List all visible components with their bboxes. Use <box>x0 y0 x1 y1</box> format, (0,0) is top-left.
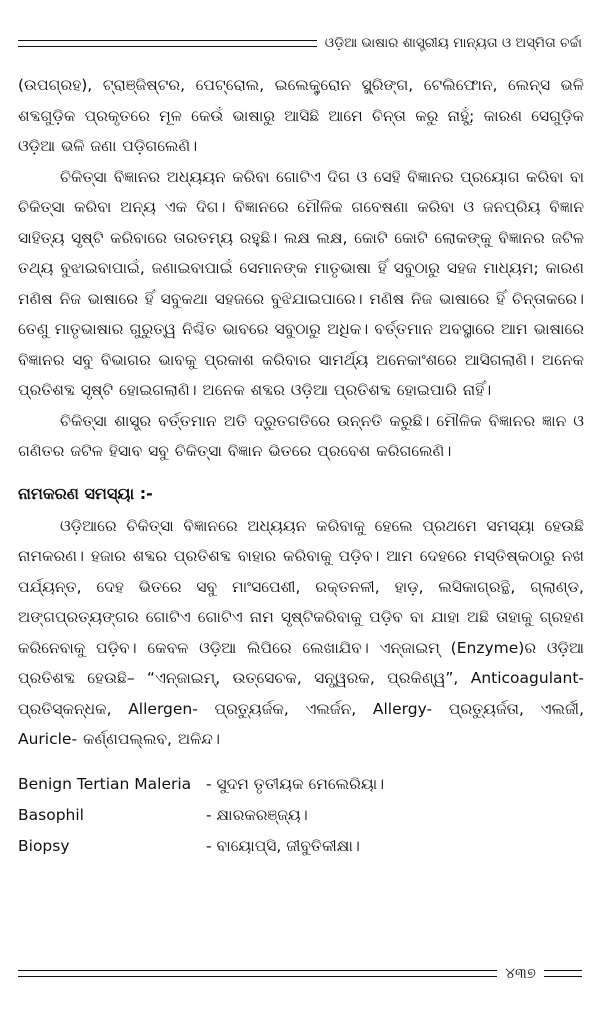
running-header <box>18 30 582 56</box>
footer-rule-short <box>544 970 582 977</box>
glossary-row <box>18 831 584 862</box>
footer-rule <box>18 970 497 977</box>
header-rule <box>18 40 317 47</box>
paragraph-2: ଚିକିତ୍ସା ବିଜ୍ଞାନର ଅଧ୍ୟୟନ କରିବା ଗୋଟିଏ ଦିଗ ଓ ସେହି ବିଜ୍ଞାନର ପ୍ରୟୋଗ କରିବା ବା ଚିକିତ୍ସା କରିବା ଅନ୍ୟ ଏକ ଦିଗ। ବିଜ୍ଞାନରେ ମୌଳିକ ଗବେଷଣା କରିବା ଓ ଜନପ୍ରିୟ ବିଜ୍ଞାନ ସାହିତ୍ୟ ସୃଷ୍ଟି କରିବାରେ ତାରତମ୍ୟ ରହୁଛି। ଲକ୍ଷ ଲକ୍ଷ, କୋଟି କୋଟି ଲୋକଙ୍କୁ ବିଜ୍ଞାନର ଜଟିଳ ତଥ୍ୟ ବୁଝାଇବାପାଇଁ, ଜଣାଇବାପାଇଁ ସେମାନଙ୍କ ମାତୃଭାଷା ହିଁ ସବୁଠାରୁ ସହଜ ମାଧ୍ୟମ; କାରଣ ମଣିଷ ନିଜ ଭାଷାରେ ହିଁ ସବୁକଥା ସହଜରେ ବୁଝିଯାଇପାରେ। ମଣିଷ ନିଜ ଭାଷାରେ ହିଁ ଚିନ୍ତାକରେ। ତେଣୁ ମାତୃଭାଷାର ଗୁରୁତ୍ୱ ନିଶ୍ଚିତ ଭାବରେ ସବୁଠାରୁ ଅଧିକ। ବର୍ତ୍ତମାନ ଅବସ୍ଥାରେ ଆମ ଭାଷାରେ ବିଜ୍ଞାନର ସବୁ ବିଭାଗର ଭାବକୁ ପ୍ରକାଶ କରିବାର ସାମର୍ଥ୍ୟ ଅନେକାଂଶରେ ଆସିଗଲାଣି। ଅନେକ ପ୍ରତିଶବ୍ଦ ସୃଷ୍ଟି ହୋଇଗଲାଣି। ଅନେକ ଶବ୍ଦର ଓଡ଼ିଆ ପ୍ରତିଶବ୍ଦ ହୋଇପାରି ନାହିଁ। <box>18 167 584 399</box>
header-title: ଓଡ଼ିଆ ଭାଷାର ଶାସ୍ତ୍ରୀୟ ମାନ୍ୟତା ଓ ଅସ୍ମିତା ଚର୍ଚ୍ଚା <box>324 35 582 51</box>
glossary-list <box>18 769 584 862</box>
glossary-definition: - ବାୟୋପ୍ସି, ଜୀବୁତିକୀକ୍ଷା। <box>206 836 360 855</box>
running-footer <box>18 960 582 986</box>
paragraph-3: ଚିକିତ୍ସା ଶାସ୍ତ୍ର ବର୍ତ୍ତମାନ ଅତି ଦ୍ରୁତଗତିରେ ଉନ୍ନତି କରୁଛି। ମୌଳିକ ବିଜ୍ଞାନର ଜ୍ଞାନ ଓ ଗଣିତର ଜଟିଳ ହିସାବ ସବୁ ଚିକିତ୍ସା ବିଜ୍ଞାନ ଭିତରେ ପ୍ରବେଶ କରିଗଲେଣି। <box>18 411 584 460</box>
glossary-row <box>18 800 584 831</box>
glossary-definition: - କ୍ଷାରକରଞ୍ଜ୍ୟ। <box>206 805 308 824</box>
section-heading: ନାମକରଣ ସମସ୍ୟା :- <box>18 483 153 503</box>
page-number: ୪୩୭ <box>505 964 536 982</box>
glossary-term: Basophil <box>18 805 84 824</box>
glossary-definition: - ସୁଦମ ତୃତୀୟକ ମେଲେରିୟା। <box>206 774 385 793</box>
body-text <box>18 70 584 862</box>
glossary-term: Benign Tertian Maleria <box>18 774 192 793</box>
glossary-term: Biopsy <box>18 836 70 855</box>
section-paragraph: ଓଡ଼ିଆରେ ଚିକିତ୍ସା ବିଜ୍ଞାନରେ ଅଧ୍ୟୟନ କରିବାକୁ ହେଲେ ପ୍ରଥମେ ସମସ୍ୟା ହେଉଛି ନାମକରଣ। ହଜାର ଶବ୍ଦର ପ୍ରତିଶବ୍ଦ ବାହାର କରିବାକୁ ପଡ଼ିବ। ଆମ ଦେହରେ ମସ୍ତିଷ୍କଠାରୁ ନଖ ପର୍ଯ୍ୟନ୍ତ, ଦେହ ଭିତରେ ସବୁ ମାଂସପେଶୀ, ରକ୍ତନଳୀ, ହାଡ଼, ଲସିକାଗ୍ରନ୍ଥି, ଗ୍ଲାଣ୍ଡ, ଅଙ୍ଗପ୍ରତ୍ୟଙ୍ଗର ଗୋଟିଏ ଗୋଟିଏ ନାମ ସୃଷ୍ଟିକରିବାକୁ ପଡ଼ିବ ବା ଯାହା ଅଛି ତାହାକୁ ଗ୍ରହଣ କରିନେବାକୁ ପଡ଼ିବ। କେବଳ ଓଡ଼ିଆ ଲିପିରେ ଲେଖାଯିବ। ଏନ୍‌ଜାଇମ୍ (Enzyme)ର ଓଡ଼ିଆ ପ୍ରତିଶବ୍ଦ ହେଉଛି– “ଏନ୍‌ଜାଇମ୍, ଉତ୍ସେଚକ, ସନ୍ଧ୍ୱରକ, ପ୍ରକିଣ୍ୱ”, Anticoagulant- ପ୍ରତିସ୍କନ୍ଧକ, Allergen- ପ୍ରତ୍ୟୁର୍ଜକ, ଏଲର୍ଜନ, Allergy- ପ୍ରତ୍ୟୁର୍ଜତା, ଏଲର୍ଜୀ, Auricle- କର୍ଣ୍ଣପଲ୍ଲବ, ଅଳିନ୍ଦ। <box>18 516 584 748</box>
glossary-row <box>18 769 584 800</box>
paragraph-1: (ଉପଗ୍ରହ), ଟ୍ରାଞ୍ଜିଷ୍ଟର, ପେଟ୍ରୋଲ, ଇଲେକ୍ଟ୍ରୋନ ସ୍କ୍ରିଙ୍ଗ, ଟେଲିଫୋନ, ଲେନ୍ସ ଭଳି ଶବ୍ଦଗୁଡ଼ିକ ପ୍ରକୃତରେ ମୂଳ କେଉଁ ଭାଷାରୁ ଆସିଛି ଆମେ ଚିନ୍ତା କରୁ ନାହୁଁ; କାରଣ ସେଗୁଡ଼ିକ ଓଡ଼ିଆ ଭଳି ଜଣା ପଡ଼ିଗଲେଣି। <box>18 76 584 155</box>
